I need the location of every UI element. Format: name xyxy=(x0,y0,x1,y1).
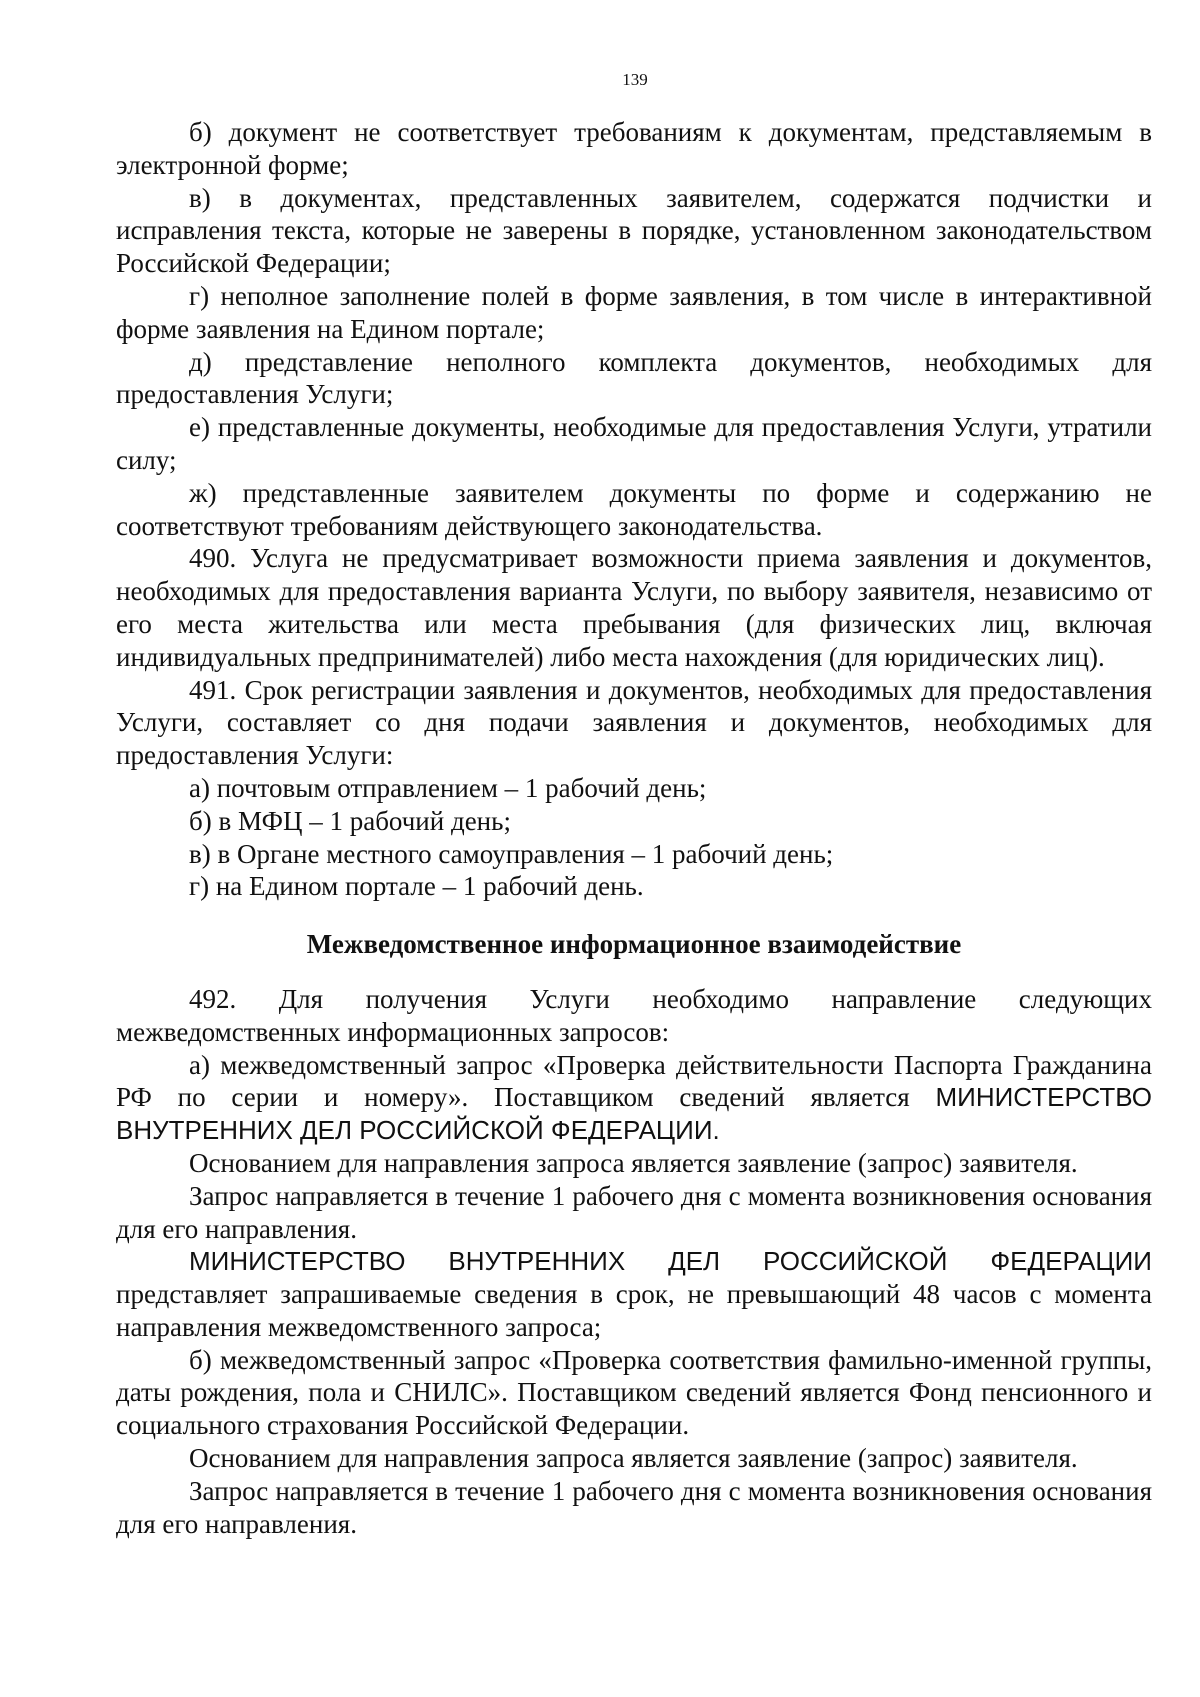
paragraph-492-a-text: а) межведомственный запрос «Проверка действительности Паспорта Гражданина РФ по серии и номеру». Поставщиком сведений является xyxy=(116,1049,1152,1113)
ministry-response-text: представляет запрашиваемые сведения в срок, не превышающий 48 часов с момента направления межведомственного запроса; xyxy=(116,1279,1152,1342)
paragraph-send-a: Запрос направляется в течение 1 рабочего дня с момента возникновения основания для его направления. xyxy=(116,1180,1152,1244)
list-item-mfc: б) в МФЦ – 1 рабочий день; xyxy=(189,805,511,836)
paragraph-492-a xyxy=(116,1049,1152,1147)
paragraph-send-b: Запрос направляется в течение 1 рабочего дня с момента возникновения основания для его направления. xyxy=(116,1475,1152,1539)
paragraph-492: 492. Для получения Услуги необходимо направление следующих межведомственных информационных запросов: xyxy=(116,983,1152,1047)
paragraph-g-incomplete-fields: г) неполное заполнение полей в форме заявления, в том числе в интерактивной форме заявления на Едином портале; xyxy=(116,280,1152,344)
ministry-name: МИНИСТЕРСТВО ВНУТРЕННИХ ДЕЛ РОССИЙСКОЙ ФЕДЕРАЦИИ xyxy=(189,1246,1152,1277)
paragraph-v-corrections: в) в документах, представленных заявителем, содержатся подчистки и исправления текста, которые не заверены в порядке, установленном законодательством Российской Федерации; xyxy=(116,182,1152,279)
paragraph-basis-b: Основанием для направления запроса является заявление (запрос) заявителя. xyxy=(189,1443,1078,1474)
paragraph-zh-noncompliance: ж) представленные заявителем документы по форме и содержанию не соответствуют требованиям действующего законодательства. xyxy=(116,477,1152,541)
paragraph-b-document: б) документ не соответствует требованиям к документам, представляемым в электронной форме; xyxy=(116,117,1152,180)
paragraph-basis-a: Основанием для направления запроса является заявление (запрос) заявителя. xyxy=(189,1147,1078,1178)
paragraph-492-b: б) межведомственный запрос «Проверка соответствия фамильно-именной группы, даты рождения, пола и СНИЛС». Поставщиком сведений является Фонд пенсионного и социального страхования Российской Федерации. xyxy=(116,1344,1152,1441)
paragraph-ministry-response xyxy=(116,1245,1152,1343)
page-number: 139 xyxy=(622,70,648,89)
supplier-ministry: МИНИСТЕРСТВО ВНУТРЕННИХ ДЕЛ РОССИЙСКОЙ ФЕДЕРАЦИИ. xyxy=(116,1082,1152,1146)
list-item-post: а) почтовым отправлением – 1 рабочий день; xyxy=(189,772,707,803)
paragraph-d-incomplete-set: д) представление неполного комплекта документов, необходимых для предоставления Услуги; xyxy=(116,346,1152,410)
section-heading: Межведомственное информационное взаимодействие xyxy=(306,929,962,960)
document-body xyxy=(116,116,1152,1540)
list-item-unified-portal: г) на Едином портале – 1 рабочий день. xyxy=(189,871,644,902)
paragraph-491: 491. Срок регистрации заявления и документов, необходимых для предоставления Услуги, составляет со дня подачи заявления и документов, необходимых для предоставления Услуги: xyxy=(116,674,1152,771)
list-item-local-government: в) в Органе местного самоуправления – 1 рабочий день; xyxy=(189,838,834,869)
paragraph-490: 490. Услуга не предусматривает возможности приема заявления и документов, необходимых для предоставления варианта Услуги, по выбору заявителя, независимо от его места жительства или места пребывания (для физических лиц, включая индивидуальных предпринимателей) либо места нахождения (для юридических лиц). xyxy=(116,543,1152,672)
paragraph-e-expired-documents: е) представленные документы, необходимые для предоставления Услуги, утратили силу; xyxy=(116,412,1152,475)
